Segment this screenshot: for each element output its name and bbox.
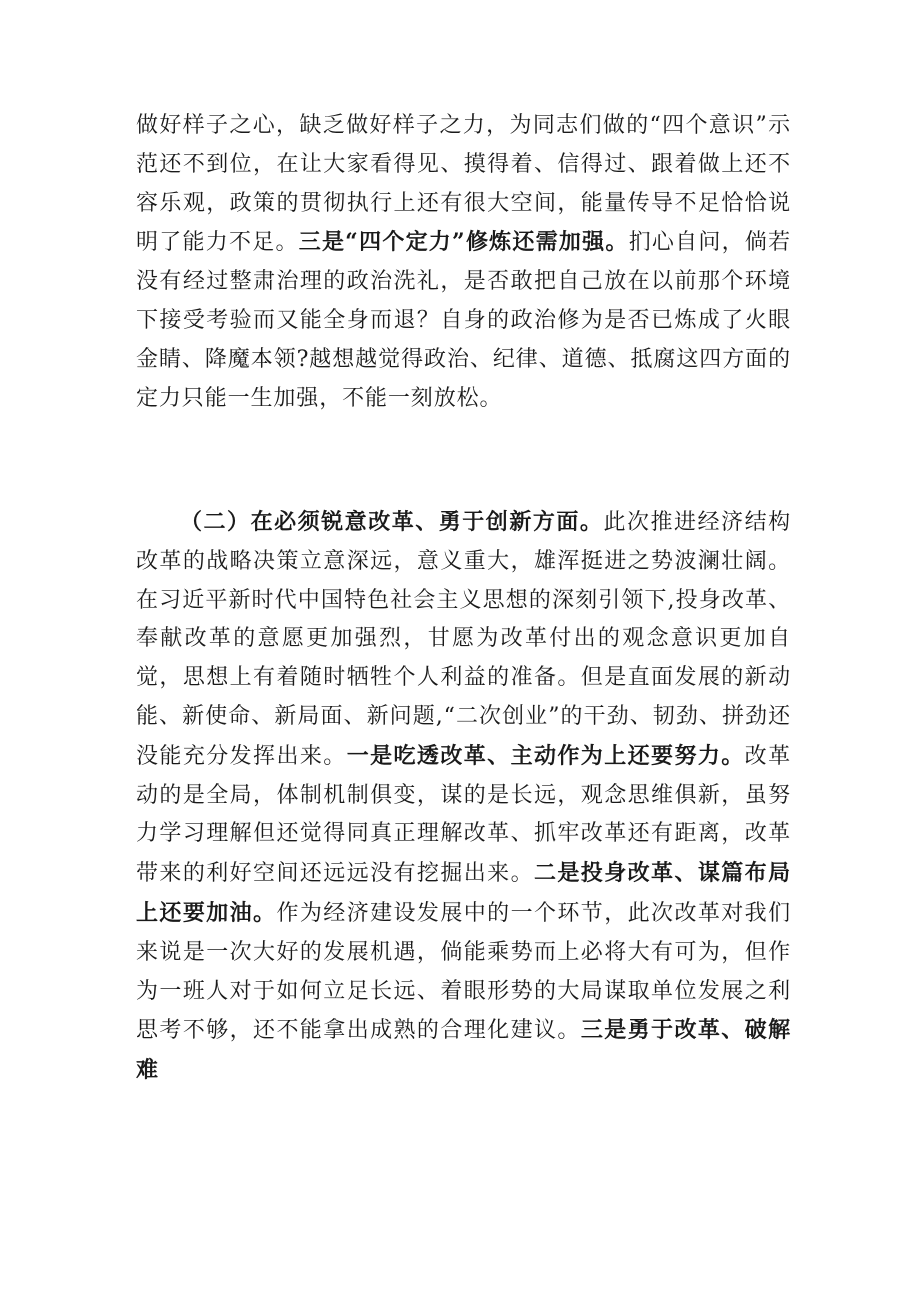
paragraph-2-run-7-bold: 三是勇于改革、破解难 — [136, 1017, 791, 1084]
paragraph-section-two — [136, 503, 791, 1091]
paragraph-2-run-3-bold: 一是吃透改革、主动作为上还要努力。 — [346, 742, 745, 769]
paragraph-2-run-6: 作为经济建设发展中的一个环节，此次改革对我们来说是一次大好的发展机遇，倘能乘势而上必将大有可为，但作为一班人对于如何立足长远、着眼形势的大局谋取单位发展之利思考不够，还不能拿出成熟的合理化建议。 — [136, 900, 791, 1044]
paragraph-2-run-1-bold: （二）在必须锐意改革、勇于创新方面。 — [180, 509, 604, 535]
paragraph-continued — [136, 107, 791, 418]
paragraph-2-run-4: 改革动的是全局，体制机制俱变，谋的是长远，观念思维俱新，虽努力学习理解但还觉得同真正理解改革、抓牢改革还有距离，改革带来的利好空间还远远没有挖掘出来。 — [136, 743, 791, 887]
paragraph-1-run-3: 扪心自问，倘若没有经过整肃治理的政治洗礼，是否敢把自己放在以前那个环境下接受考验而又能全身而退？自身的政治修为是否已炼成了火眼金睛、降魔本领?越想越觉得政治、纪律、道德、抵腐这四方面的定力只能一生加强，不能一刻放松。 — [136, 230, 791, 411]
paragraph-2-run-2: 此次推进经济结构改革的战略决策立意深远，意义重大，雄浑挺进之势波澜壮阔。在习近平新时代中国特色社会主义思想的深刻引领下,投身改革、奉献改革的意愿更加强烈，甘愿为改革付出的观念意识更加自觉，思想上有着随时牺牲个人利益的准备。但是直面发展的新动能、新使命、新局面、新问题,“二次创业”的干劲、韧劲、拼劲还没能充分发挥出来。 — [136, 510, 792, 769]
paragraph-2-run-5-bold: 二是投身改革、谋篇布局上还要加油。 — [136, 860, 791, 926]
paragraph-1-run-1: 做好样子之心，缺乏做好样子之力，为同志们做的“四个意识”示范还不到位，在让大家看得见、摸得着、信得过、跟着做上还不容乐观，政策的贯彻执行上还有很大空间，能量传导不足恰恰说明了能力不足。 — [136, 113, 791, 256]
paragraph-1-run-2-bold: 三是“四个定力”修炼还需加强。 — [298, 229, 629, 256]
